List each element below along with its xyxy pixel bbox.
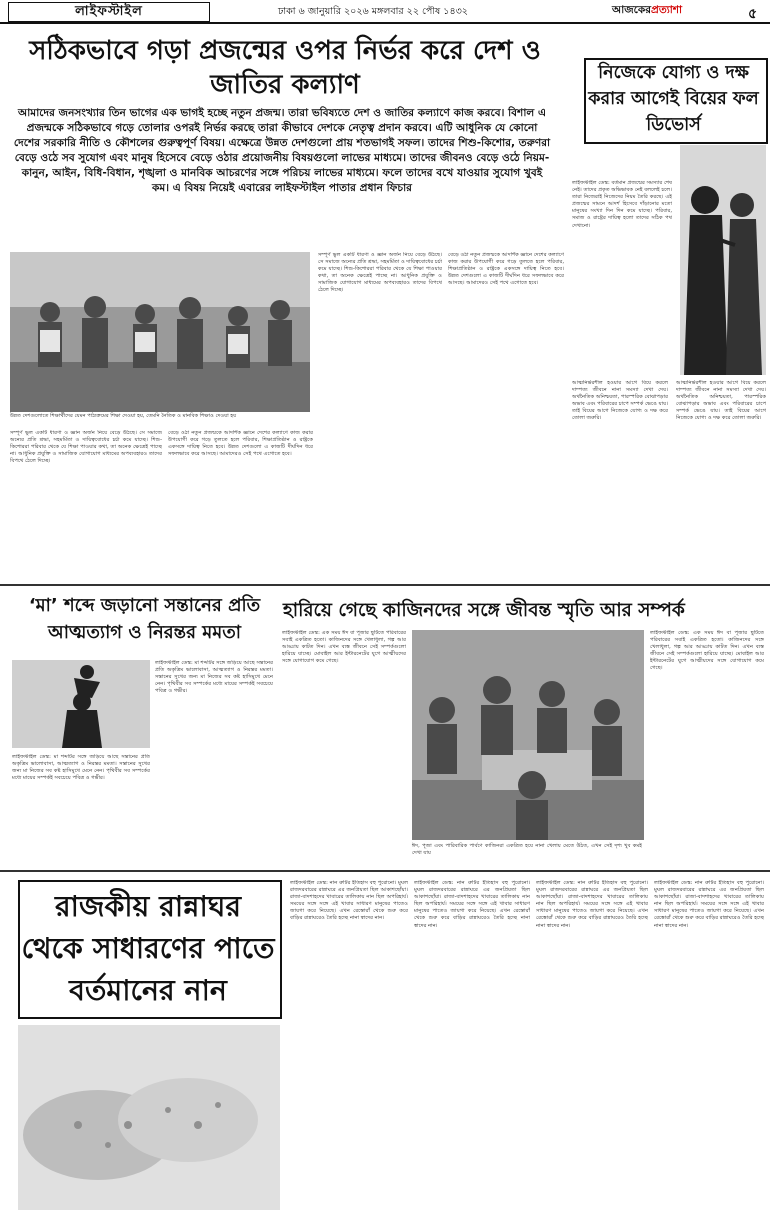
mother-body-b: লাইফস্টাইল ডেস্ক: মা শব্দটির সঙ্গে জড়িয়ে আছে সন্তানের প্রতি অকৃত্রিম ভালোবাসা, আত্মত্যাগ ও নিরন্তর মমতা। সন্তানের সুখের জন্য মা নিজের সব কষ্ট হাসিমুখে মেনে নেন। পৃথিবীর সব সম্পর্কের মধ্যে মায়ের সম্পর্কই সবচেয়ে পবিত্র ও গভীর। xyxy=(12,754,150,782)
lead-body-col2: বেড়ে ওঠা নতুন প্রজন্মকে আদর্শিক জ্ঞানে দেশের কল্যাণে কাজ করার উপযোগী করে গড়ে তুলতে হলে পরিবার, শিক্ষাপ্রতিষ্ঠান ও রাষ্ট্রকে একসঙ্গে দায়িত্ব নিতে হবে। উন্নত দেশগুলো এ কাজটি দীর্ঘদিন ধরে সফলভাবে করে আসছে। আমাদেরও সেই পথে এগোতে হবে। xyxy=(168,430,313,458)
naan-headline: রাজকীয় রান্নাঘর থেকে সাধারণের পাতে বর্তমানের নান xyxy=(21,890,275,1007)
naan-body-d: লাইফস্টাইল ডেস্ক: নান রুটির ইতিহাস বহু পুরোনো। মুঘল রাজদরবারের রান্নাঘরে এর জনপ্রিয়তা ছিল আকাশছোঁয়া। রাজা-বাদশাহদের খাবারের তালিকায় নান ছিল অপরিহার্য। সময়ের সঙ্গে সঙ্গে এই খাবার সাধারণ মানুষের পাতেও জায়গা করে নিয়েছে। এখন রেস্তোরাঁ থেকে শুরু করে বাড়ির রান্নাঘরেও তৈরি হচ্ছে নানা স্বাদের নান। xyxy=(654,880,764,929)
divorce-headline: নিজেকে যোগ্য ও দক্ষ করার আগেই বিয়ের ফল ডিভোর্স xyxy=(588,63,759,135)
mother-body-a: লাইফস্টাইল ডেস্ক: মা শব্দটির সঙ্গে জড়িয়ে আছে সন্তানের প্রতি অকৃত্রিম ভালোবাসা, আত্মত্যাগ ও নিরন্তর মমতা। সন্তানের সুখের জন্য মা নিজের সব কষ্ট হাসিমুখে মেনে নেন। পৃথিবীর সব সম্পর্কের মধ্যে মায়ের সম্পর্কই সবচেয়ে পবিত্র ও গভীর। xyxy=(155,660,273,695)
cousins-body-b: লাইফস্টাইল ডেস্ক: এক সময় ঈদ বা পূজার ছুটিতে পরিবারের সবাই একত্রিত হতো। কাজিনদের সঙ্গে খেলাধুলা, গল্প আর আড্ডায় কাটত দিন। এখন ব্যস্ত জীবনে সেই সম্পর্কগুলো হারিয়ে যাচ্ছে। মোবাইল আর ইন্টারনেটের যুগে আত্মীয়দের সঙ্গে যোগাযোগ কমে গেছে। xyxy=(650,630,764,672)
lead-body-right: লাইফস্টাইল ডেস্ক: বর্তমান প্রজন্মের সমস্যার শেষ নেই। তাদের প্রকৃত অভিভাবক নেই বললেই চলে। তারা নিজেরাই নিজেদের নিয়ম তৈরি করছে। এই প্রজন্মের সামনে আদর্শ হিসেবে দাঁড়ানোর মতো মানুষের সংখ্যা দিন দিন কমে যাচ্ছে। পরিবার, সমাজ ও রাষ্ট্রের দায়িত্ব হলো তাদের সঠিক পথ দেখানো। xyxy=(572,180,672,229)
dateline: ঢাকা ৬ জানুয়ারি ২০২৬ মঙ্গলবার ২২ পৌষ ১৪৩২ xyxy=(278,6,468,17)
lead-headline: সঠিকভাবে গড়া প্রজন্মের ওপর নির্ভর করে দেশ ও জাতির কল্যাণ xyxy=(29,36,541,100)
naan-body-a: লাইফস্টাইল ডেস্ক: নান রুটির ইতিহাস বহু পুরোনো। মুঘল রাজদরবারের রান্নাঘরে এর জনপ্রিয়তা ছিল আকাশছোঁয়া। রাজা-বাদশাহদের খাবারের তালিকায় নান ছিল অপরিহার্য। সময়ের সঙ্গে সঙ্গে এই খাবার সাধারণ মানুষের পাতেও জায়গা করে নিয়েছে। এখন রেস্তোরাঁ থেকে শুরু করে বাড়ির রান্নাঘরেও তৈরি হচ্ছে নানা স্বাদের নান। xyxy=(290,880,408,922)
divorce-body-b: আত্মনির্ভরশীল হওয়ার আগে বিয়ে করলে দাম্পত্য জীবনে নানা সমস্যা দেখা দেয়। অর্থনৈতিক অনিশ্চয়তা, পারস্পরিক বোঝাপড়ার অভাব এবং পরিবারের চাপে সম্পর্ক ভেঙে যায়। তাই বিয়ের আগে নিজেকে যোগ্য ও দক্ষ করে তোলা জরুরি। xyxy=(676,380,766,422)
lead-intro: আমাদের জনসংখ্যার তিন ভাগের এক ভাগই হচ্ছে নতুন প্রজন্ম। তারা ভবিষ্যতে দেশ ও জাতির কল্যাণে কাজ করবে। বিশাল এ প্রজন্মকে সঠিকভাবে গড়ে তোলার ওপরই নির্ভর করছে তারা কীভাবে দেশকে নেতৃত্ব প্রদান করবে। এটি আধুনিক যে কোনো দেশের সরকারি নীতি ও কৌশলের গুরুত্বপূর্ণ বিষয়। এক্ষেত্রে উন্নত দেশগুলো প্রায় শতভাগই সফল। তাদের শিশু-কিশোর, তরুণরা বেড়ে ওঠে সব সুযোগ এবং মানুষ হিসেবে বেড়ে ওঠার প্রয়োজনীয় বিষয়গুলো লাভের মাধ্যমে। তাদের জীবনও বেড়ে ওঠে নিয়ম-কানুন, আইন, বিধি-বিধান, শৃঙ্খলা ও মানবিক আচরণের সঙ্গে পরিচয় লাভের মাধ্যমে। ফলে তাদের বখে যাওয়ার সুযোগ খুবই কম। এ বিষয় নিয়েই এবারের লাইফস্টাইল পাতার প্রধান ফিচার xyxy=(13,107,551,195)
mother-child-silhouette xyxy=(12,660,150,748)
page-number: ৫ xyxy=(748,6,758,22)
children-photo-caption: উন্নত দেশগুলোতে শিক্ষার্থীদের যেমন পাঠ্যক্রমের শিক্ষা দেওয়া হয়, তেমনি নৈতিক ও মানবিক শিক্ষাও দেওয়া হয় xyxy=(10,413,237,419)
cousins-photo-caption: ঈদ, পূজা এবং পারিবারিক পার্বণে কাজিনরা একত্রিত হয়ে নানা খেলায় মেতে উঠত, এখন সেই দৃশ্য খুব কমই দেখা যায় xyxy=(412,843,642,857)
naan-body-c: লাইফস্টাইল ডেস্ক: নান রুটির ইতিহাস বহু পুরোনো। মুঘল রাজদরবারের রান্নাঘরে এর জনপ্রিয়তা ছিল আকাশছোঁয়া। রাজা-বাদশাহদের খাবারের তালিকায় নান ছিল অপরিহার্য। সময়ের সঙ্গে সঙ্গে এই খাবার সাধারণ মানুষের পাতেও জায়গা করে নিয়েছে। এখন রেস্তোরাঁ থেকে শুরু করে বাড়ির রান্নাঘরেও তৈরি হচ্ছে নানা স্বাদের নান। xyxy=(536,880,648,929)
lead-body-col4: বেড়ে ওঠা নতুন প্রজন্মকে আদর্শিক জ্ঞানে দেশের কল্যাণে কাজ করার উপযোগী করে গড়ে তুলতে হলে পরিবার, শিক্ষাপ্রতিষ্ঠান ও রাষ্ট্রকে একসঙ্গে দায়িত্ব নিতে হবে। উন্নত দেশগুলো এ কাজটি দীর্ঘদিন ধরে সফলভাবে করে আসছে। আমাদেরও সেই পথে এগোতে হবে। xyxy=(448,252,564,287)
cousins-headline: হারিয়ে গেছে কাজিনদের সঙ্গে জীবন্ত স্মৃতি আর সম্পর্ক xyxy=(283,600,685,621)
brand-logo: আজকেরপ্রত্যাশা xyxy=(612,4,683,16)
section-title: লাইফস্টাইল xyxy=(8,2,210,22)
cousins-body-a: লাইফস্টাইল ডেস্ক: এক সময় ঈদ বা পূজার ছুটিতে পরিবারের সবাই একত্রিত হতো। কাজিনদের সঙ্গে খেলাধুলা, গল্প আর আড্ডায় কাটত দিন। এখন ব্যস্ত জীবনে সেই সম্পর্কগুলো হারিয়ে যাচ্ছে। মোবাইল আর ইন্টারনেটের যুগে আত্মীয়দের সঙ্গে যোগাযোগ কমে গেছে। xyxy=(282,630,406,665)
cousins-playing-photo xyxy=(412,630,644,840)
lead-body-col3: সম্পূর্ণ ভুল একটি ধারণা ও জ্ঞান অর্জন নিয়ে বেড়ে উঠছে। সে সমাজে অন্যের প্রতি শ্রদ্ধা, সহমর্মিতা ও দায়িত্ববোধের চর্চা কমে যাচ্ছে। শিশু-কিশোররা পরিবার থেকে যে শিক্ষা পাওয়ার কথা, তা অনেক ক্ষেত্রেই পাচ্ছে না। আধুনিক প্রযুক্তি ও সামাজিক যোগাযোগ মাধ্যমের অপব্যবহারও তাদের বিপথে ঠেলে দিচ্ছে। xyxy=(318,252,442,294)
mother-headline: ‘মা’ শব্দে জড়ানো সন্তানের প্রতি আত্মত্যাগ ও নিরন্তর মমতা xyxy=(28,595,261,643)
children-school-photo xyxy=(10,252,310,412)
lead-body-col1: সম্পূর্ণ ভুল একটি ধারণা ও জ্ঞান অর্জন নিয়ে বেড়ে উঠছে। সে সমাজে অন্যের প্রতি শ্রদ্ধা, সহমর্মিতা ও দায়িত্ববোধের চর্চা কমে যাচ্ছে। শিশু-কিশোররা পরিবার থেকে যে শিক্ষা পাওয়ার কথা, তা অনেক ক্ষেত্রেই পাচ্ছে না। আধুনিক প্রযুক্তি ও সামাজিক যোগাযোগ মাধ্যমের অপব্যবহারও তাদের বিপথে ঠেলে দিচ্ছে। xyxy=(10,430,162,465)
naan-body-b: লাইফস্টাইল ডেস্ক: নান রুটির ইতিহাস বহু পুরোনো। মুঘল রাজদরবারের রান্নাঘরে এর জনপ্রিয়তা ছিল আকাশছোঁয়া। রাজা-বাদশাহদের খাবারের তালিকায় নান ছিল অপরিহার্য। সময়ের সঙ্গে সঙ্গে এই খাবার সাধারণ মানুষের পাতেও জায়গা করে নিয়েছে। এখন রেস্তোরাঁ থেকে শুরু করে বাড়ির রান্নাঘরেও তৈরি হচ্ছে নানা স্বাদের নান। xyxy=(414,880,530,929)
naan-bread-photo xyxy=(18,1025,280,1210)
couple-silhouette-photo xyxy=(680,145,766,375)
divorce-body-a: আত্মনির্ভরশীল হওয়ার আগে বিয়ে করলে দাম্পত্য জীবনে নানা সমস্যা দেখা দেয়। অর্থনৈতিক অনিশ্চয়তা, পারস্পরিক বোঝাপড়ার অভাব এবং পরিবারের চাপে সম্পর্ক ভেঙে যায়। তাই বিয়ের আগে নিজেকে যোগ্য ও দক্ষ করে তোলা জরুরি। xyxy=(572,380,668,422)
